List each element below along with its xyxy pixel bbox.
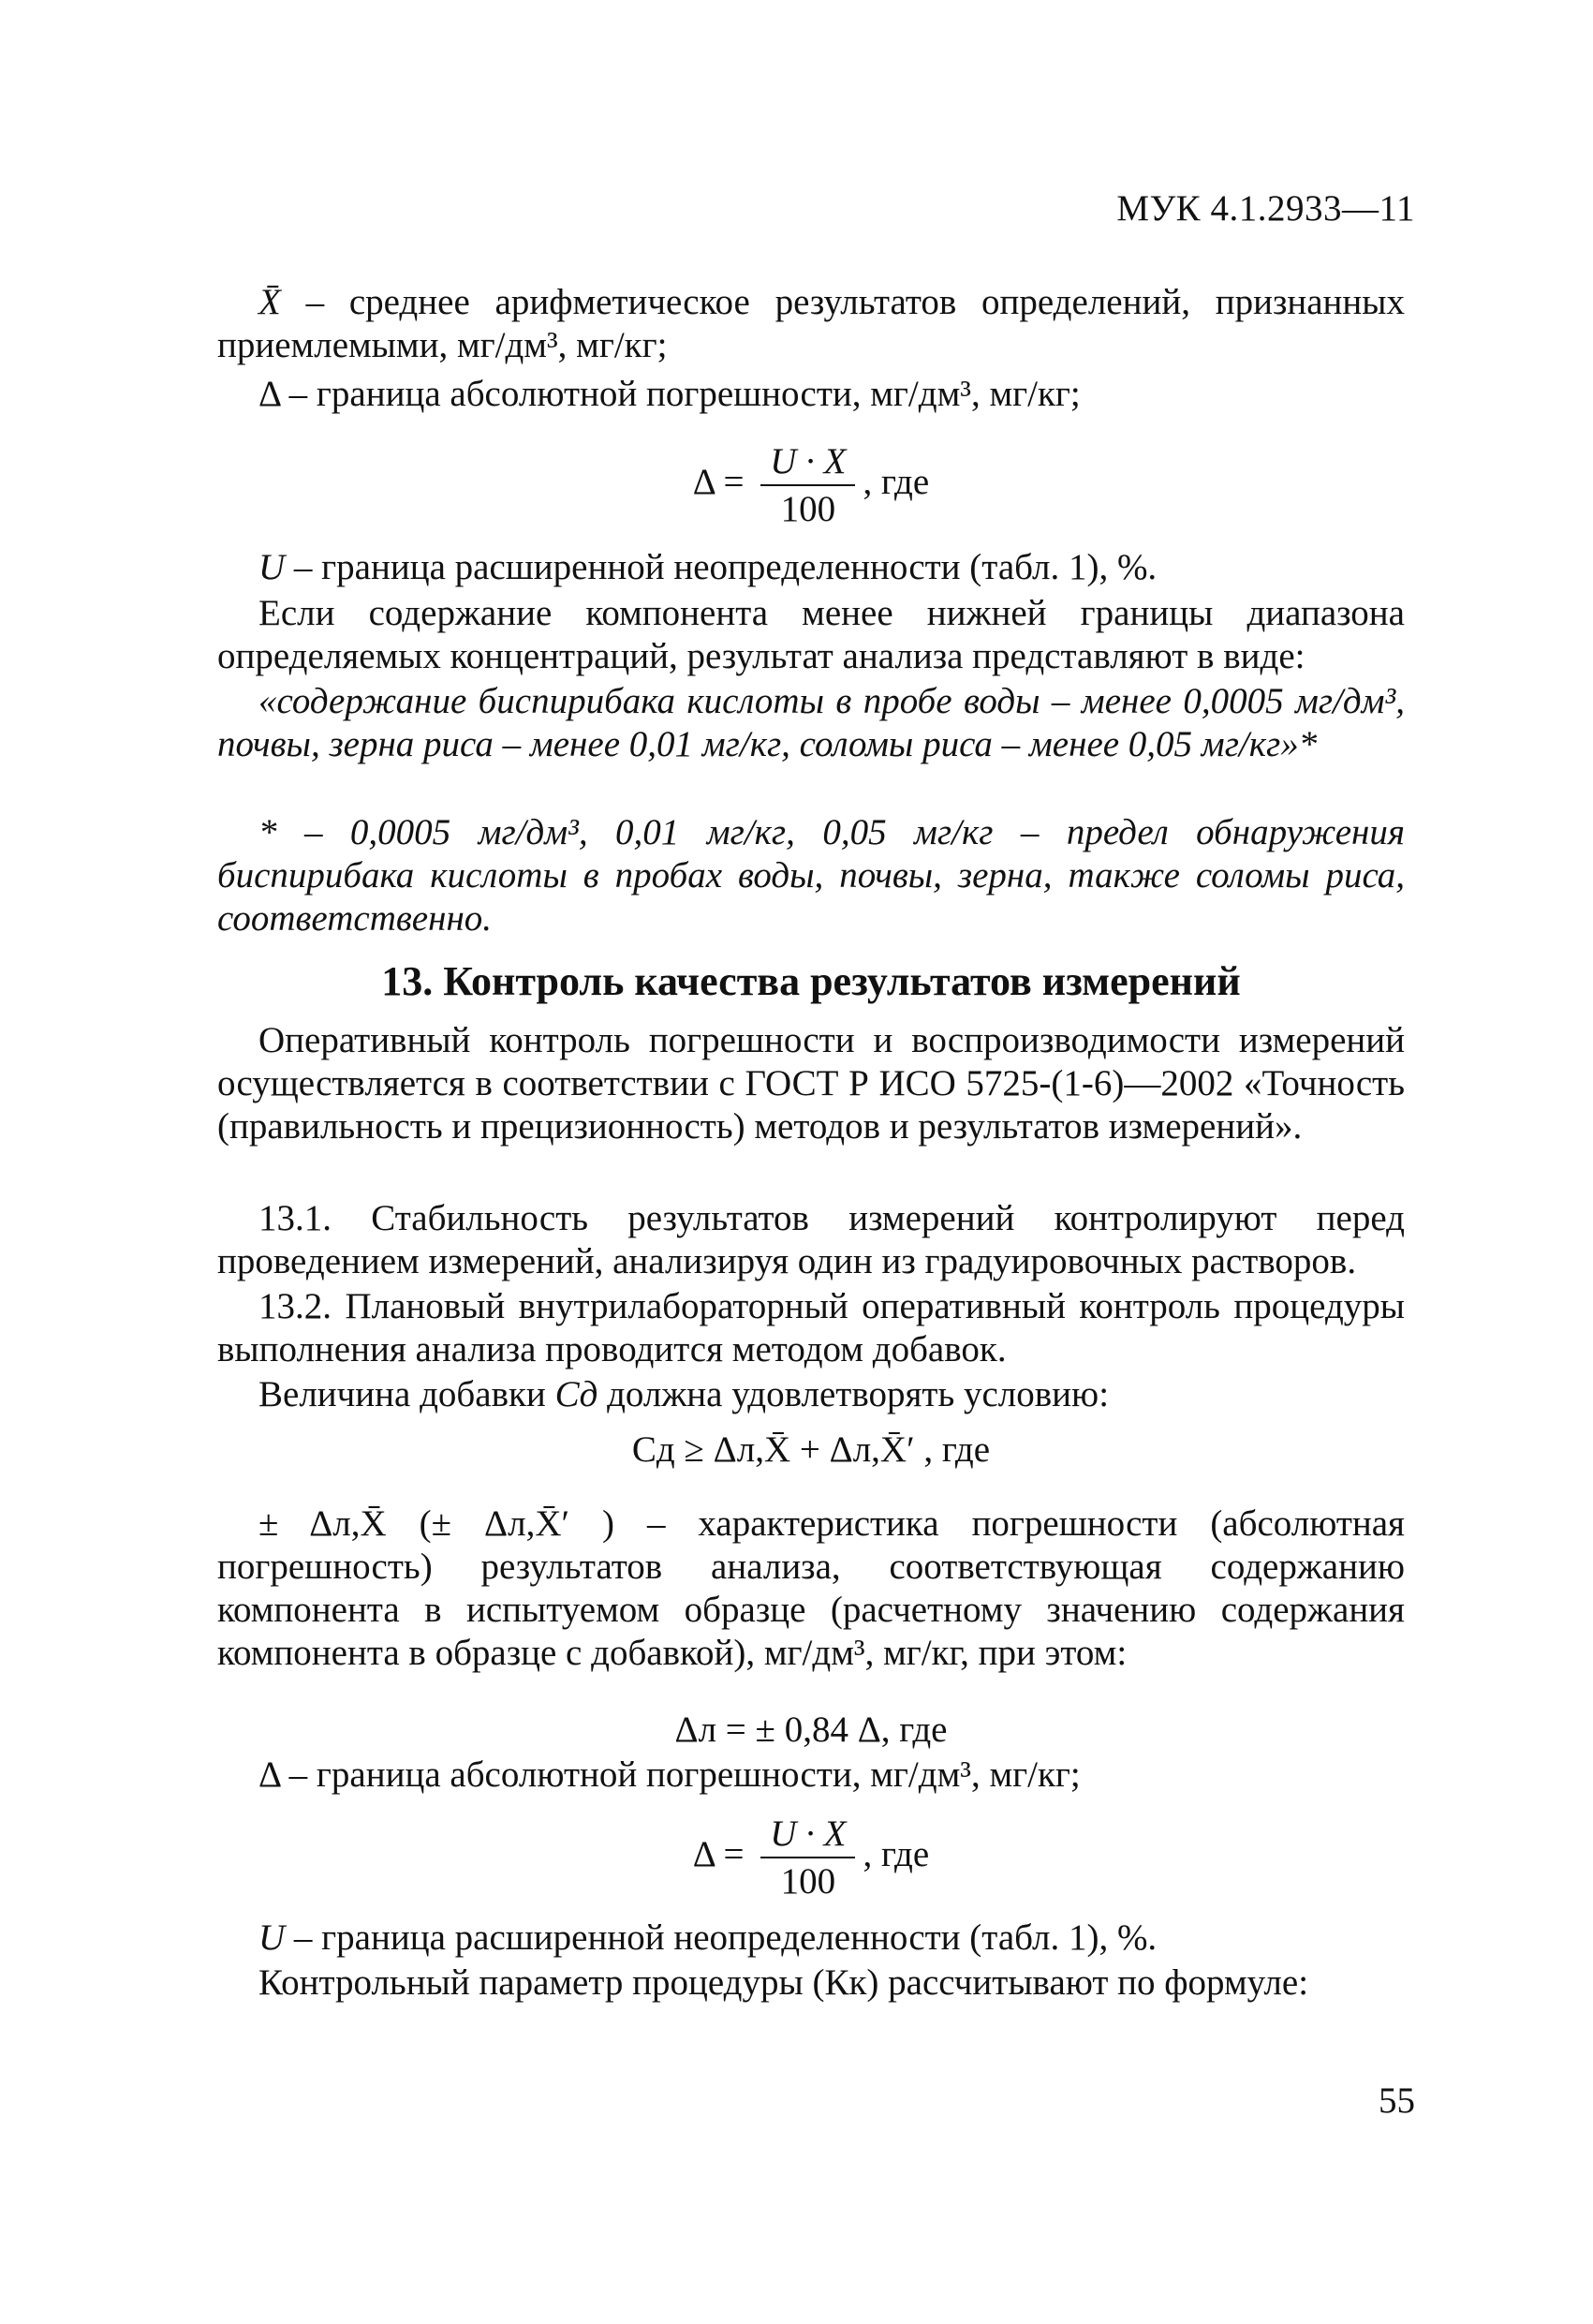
section-title: 13. Контроль качества результатов измерений [381, 958, 1241, 1004]
paragraph-delta-definition-2: Δ – граница абсолютной погрешности, мг/дм³, мг/кг; [258, 1754, 1081, 1795]
formula-delta-l: Δл = ± 0,84 Δ, где [674, 1710, 948, 1750]
formula-delta-2-denominator: 100 [780, 1861, 836, 1902]
paragraph-u-definition [217, 546, 1405, 589]
paragraph-additive-value [217, 1373, 1405, 1416]
additive-text-end: должна удовлетворять условию: [597, 1374, 1110, 1414]
mean-definition-text: – среднее арифметическое результатов определений, признанных приемлемыми, мг/дм³, мг/кг; [217, 282, 1405, 365]
paragraph-footnote: * – 0,0005 мг/дм³, 0,01 мг/кг, 0,05 мг/кг – предел обнаружения биспирибака кислоты в пробах воды, почвы, зерна, также соломы риса, соответственно. [217, 812, 1405, 939]
u-symbol: U [258, 547, 286, 587]
u-definition-text-2: – граница расширенной неопределенности (табл. 1), %. [293, 1917, 1158, 1958]
formula-delta-1-lhs: Δ = [692, 461, 745, 502]
document-code-header: МУК 4.1.2933—11 [1116, 188, 1415, 229]
formula-delta-2-fraction [760, 1813, 855, 1902]
paragraph-u-definition-2 [217, 1917, 1405, 1960]
formula-delta-1-numerator: U · X [760, 440, 855, 486]
paragraph-error-characteristic [217, 1502, 1405, 1675]
paragraph-13-1: 13.1. Стабильность результатов измерений контролируют перед проведением измерений, анализируя один из градуировочных растворов. [217, 1198, 1405, 1281]
formula-delta-2-numerator: U · X [760, 1813, 855, 1858]
additive-text-start: Величина добавки [258, 1374, 555, 1414]
paragraph-13-2: 13.2. Плановый внутрилабораторный оперативный контроль процедуры выполнения анализа проводится методом добавок. [217, 1286, 1405, 1369]
paragraph-below-range: Если содержание компонента менее нижней границы диапазона определяемых концентраций, результат анализа представляют в виде: [217, 593, 1405, 676]
u-symbol-2: U [258, 1917, 286, 1958]
page-number: 55 [1379, 2080, 1415, 2121]
formula-delta-1 [217, 440, 1405, 530]
formula-delta-2 [217, 1813, 1405, 1902]
formula-delta-2-tail: , где [863, 1833, 930, 1874]
error-characteristic-text: – характеристика погрешности (абсолютная погрешность) результатов анализа, соответствующая содержанию компонента в испытуемом образце (расчетному значению содержания компонента в образце с добавкой), мг/дм³, мг/кг, при этом: [217, 1503, 1405, 1673]
formula-delta-1-denominator: 100 [780, 489, 836, 529]
paragraph-delta-definition: Δ – граница абсолютной погрешности, мг/дм³, мг/кг; [258, 374, 1081, 414]
formula-additive-condition: Сд ≥ Δл,X̄ + Δл,X̄′ , где [631, 1429, 991, 1470]
formula-delta-1-fraction [760, 440, 855, 530]
mean-symbol: X̄ [258, 282, 281, 322]
paragraph-mean-definition [217, 281, 1405, 367]
u-definition-text: – граница расширенной неопределенности (табл. 1), %. [293, 547, 1158, 587]
additive-symbol: Сд [554, 1374, 598, 1414]
error-characteristic-symbol: ± Δл,X̄ (± Δл,X̄′ ) [258, 1503, 614, 1544]
formula-delta-1-tail: , где [863, 461, 930, 502]
paragraph-operational-control: Оперативный контроль погрешности и воспроизводимости измерений осуществляется в соответствии с ГОСТ Р ИСО 5725-(1-6)—2002 «Точность (правильность и прецизионность) методов и результатов измерений». [217, 1020, 1405, 1147]
formula-delta-2-lhs: Δ = [692, 1833, 745, 1874]
paragraph-result-format: «содержание биспирибака кислоты в пробе воды – менее 0,0005 мг/дм³, почвы, зерна риса – менее 0,01 мг/кг, соломы риса – менее 0,05 мг/кг»* [217, 681, 1405, 764]
paragraph-control-parameter: Контрольный параметр процедуры (Кк) рассчитывают по формуле: [258, 1962, 1309, 2003]
